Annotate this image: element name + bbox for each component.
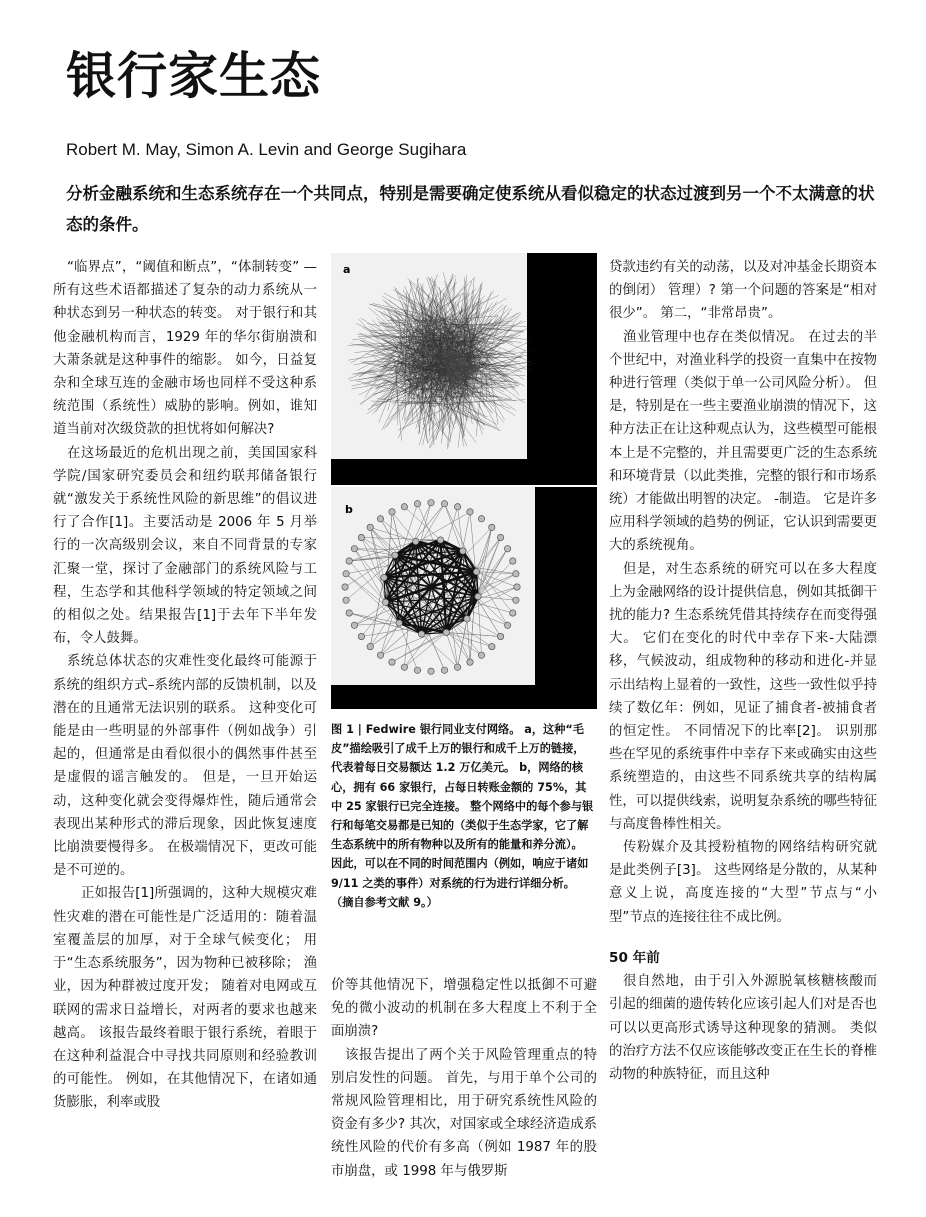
section-heading: 50 年前 [609,949,660,966]
network-node [489,643,495,649]
network-node [489,524,495,530]
network-node [464,616,470,622]
network-node [382,599,388,605]
network-node [358,534,364,540]
network-node [441,501,447,507]
network-node [504,546,510,552]
network-node [392,552,398,558]
network-node [428,500,434,506]
network-node [443,629,449,635]
network-node [467,659,473,665]
network-node [497,633,503,639]
network-node [367,524,373,530]
network-node [504,622,510,628]
network-node [514,584,520,590]
network-node [513,571,519,577]
network-node [418,631,424,637]
abstract: 分析金融系统和生态系统存在一个共同点，特别是需要确定使系统从看似稳定的状态过渡到另一个不太满意的状态的条件。 [66,184,875,234]
network-node [413,538,419,544]
paragraph: 传粉媒介及其授粉植物的网络结构研究就是此类例子[3]。 这些网络是分散的，从某种意义上说，高度连接的“大型”节点与“小型”节点的连接往往不成比例。 [609,840,877,925]
network-node [414,501,420,507]
network-node [510,610,516,616]
network-node [342,584,348,590]
paragraph: 但是，对生态系统的研究可以在多大程度上为金融网络的设计提供信息，例如其抵御干扰的能力? 生态系统凭借其持续存在而变得强大。 它们在变化的时代中幸存下来-大陆漂移，气候波动，组成物种的移动和进化-并显示出结构上显着的一致性，这些一致性似乎持续了数亿年：例如，见证了捕食者-被捕食者的恒定性。 不同情况下的比率[2]。 识别那些在罕见的系统事件中幸存下来或确实由这些系统塑造的，由这些不同系统共享的结构属性，可以提供线索，说明复杂系统的哪些特征与高度鲁棒性相关。 [609,561,877,832]
text-column-1 [53,256,317,1115]
text-column-2 [331,974,597,1183]
paragraph: 在这场最近的危机出现之前，美国国家科学院/国家研究委员会和纽约联邦储备银行就“激发关于系统性风险的新思维”的倡议进行了合作[1]。主要活动是 2006 年 5 月举行的一次高级别会议，来自不同背景的专家汇聚一堂，探讨了金融部门的系统风险与工程，生态学和其他科学领域的特定领域之间的相似之处。结果报告[1]于去年下半年发布，令人鼓舞。 [53,445,317,647]
network-node [343,597,349,603]
network-node [428,668,434,674]
paragraph: 正如报告[1]所强调的，这种大规模灾难性灾难的潜在可能性是广泛适用的：随着温室覆盖层的加厚，对于全球气候变化； 用于“生态系统服务”，因为物种已被移除； 渔业，因为种群被过度开发； 随着对电网或互联网的需求日益增长，对两者的要求也越来越高。 该报告最终着眼于银行系统，着眼于在这种利益混合中寻找共同原则和经验教训的可能性。 例如，在其他情况下，在诸如通货膨胀，利率或股 [53,886,317,1111]
text-column-3 [609,256,877,1086]
network-node [381,574,387,580]
network-node [367,643,373,649]
network-node [346,558,352,564]
network-node [377,516,383,522]
figure-1 [331,253,597,713]
network-node [478,516,484,522]
article-title: 银行家生态 [66,47,321,105]
network-node [478,652,484,658]
network-node [497,534,503,540]
paragraph: 该报告提出了两个关于风险管理重点的特别启发性的问题。 首先，与用于单个公司的常规风险管理相比，用于研究系统性风险的资金有多少? 其次，对国家或全球经济造成系统性风险的代价有多高（例如 1987 年的股市崩盘，或 1998 年与俄罗斯 [331,1047,597,1179]
network-node [414,667,420,673]
network-node [351,546,357,552]
author-list: Robert M. May, Simon A. Levin and George Sugihara [66,140,467,159]
network-node [475,593,481,599]
panel-label-b: b [345,503,353,516]
network-node [454,664,460,670]
network-node [346,610,352,616]
network-node [351,622,357,628]
paragraph: 很自然地，由于引入外源脱氧核糖核酸而引起的细菌的遗传转化应该引起人们对是否也可以以更高形式诱导这种现象的猜测。 类似的治疗方法不仅应该能够改变正在生长的脊椎动物的种族特征，而且这种 [609,974,877,1082]
network-node [467,509,473,515]
paragraph: 价等其他情况下，增强稳定性以抵御不可避免的微小波动的机制在多大程度上不利于全面崩溃? [331,978,597,1040]
network-node [510,558,516,564]
figure-caption: 图 1 | Fedwire 银行同业支付网络。 a，这种“毛皮”描绘吸引了成千上万的银行和成千上万的链接，代表着每日交易额达 1.2 万亿美元。 b，网络的核心，拥有 66 家银行，占每日转账金额的 75%，其中 25 家银行已完全连接。 整个网络中的每个参与银行和每笔交易都是已知的（类似于生态学家，它了解生态系统中的所有物种以及所有的能量和养分流）。 因此，可以在不同的时间范围内（例如，响应于诸如 9/11 之类的事件）对系统的行为进行详细分析。 （摘自参考文献 9。） [331,723,594,909]
network-node [358,633,364,639]
network-node [389,509,395,515]
paragraph: 系统总体状态的灾难性变化最终可能源于系统的组织方式–系统内部的反馈机制，以及潜在的且通常无法识别的联系。 这种变化可能是由一些明显的外部事件（例如战争）引起的，但通常是由看似很小的偶然事件甚至是虚假的谣言触发的。 但是，一旦开始运动，这种变化就会变得爆炸性，随后通常会表现出某种形式的滞后现象，因此恢复速度比崩溃要慢得多。 在极端情况下，更改可能是不可逆的。 [53,654,317,879]
panel-label-a: a [343,263,351,276]
network-node [401,664,407,670]
paragraph: 渔业管理中也存在类似情况。 在过去的半个世纪中，对渔业科学的投资一直集中在按物种进行管理（类似于单一公司风险分析）。 但是，特别是在一些主要渔业崩溃的情况下，这种方法正在让这种观点认为，这些模型可能根本上是不完整的，并且需要更广泛的生态系统和环境背景（以此类推，完整的银行和市场系统）才能做出明智的决定。 -制造。 它是许多应用科学领域的趋势的例证，它认识到需要更大的系统视角。 [609,329,877,554]
network-node [441,667,447,673]
network-node [473,569,479,575]
network-node [396,620,402,626]
network-node [343,571,349,577]
network-node [513,597,519,603]
paragraph: 贷款违约有关的动荡，以及对冲基金长期资本的倒闭） 管理）? 第一个问题的答案是“相对很少”。 第二，“非常昂贵”。 [609,260,877,322]
network-node [377,652,383,658]
paragraph: “临界点”，“阈值和断点”，“体制转变” —所有这些术语都描述了复杂的动力系统从一种状态到另一种状态的转变。 对于银行和其他金融机构而言，1929 年的华尔街崩溃和大萧条就是这种事件的缩影。 如今，日益复杂和全球互连的金融市场也同样不受这种系统范围（系统性）威胁的影响。例如，谁知道当前对次级贷款的担忧将如何解决? [53,260,317,438]
network-node [437,537,443,543]
network-node [401,504,407,510]
network-node [460,548,466,554]
network-node [454,504,460,510]
network-node [389,659,395,665]
figure-1a-network-hairball [331,253,597,485]
figure-1b-network-core [331,487,597,709]
